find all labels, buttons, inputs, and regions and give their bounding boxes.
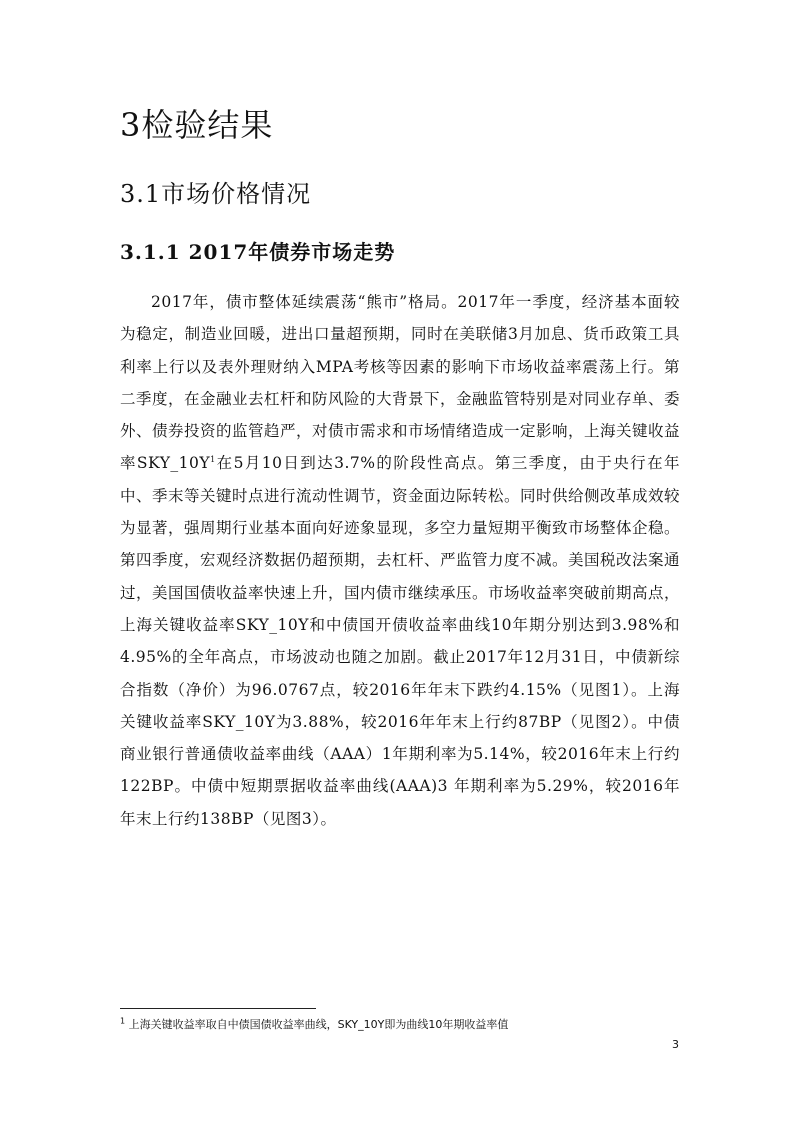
paragraph-text-part1: 2017年，债市整体延续震荡“熊市”格局。2017年一季度，经济基本面较为稳定，制造业回暖，进出口量超预期，同时在美联储3月加息、货币政策工具利率上行以及表外理财纳入MPA考核等因素的影响下市场收益率震荡上行。第二季度，在金融业去杠杆和防风险的大背景下，金融监管特别是对同业存单、委外、债券投资的监管趋严，对债市需求和市场情绪造成一定影响，上海关键收益率SKY_10Y [120,293,681,473]
section-heading-3-1: 3.1市场价格情况 [120,180,312,208]
footnote-marker: 1 [120,1016,126,1026]
footnote [120,1016,700,1032]
paragraph-text-part2: 在5月10日到达3.7%的阶段性高点。第三季度，由于央行在年中、季末等关键时点进行流动性调节，资金面边际转松。同时供给侧改革成效较为显著，强周期行业基本面向好迹象显现，多空力量短期平衡致市场整体企稳。第四季度，宏观经济数据仍超预期，去杠杆、严监管力度不减。美国税改法案通过，美国国债收益率快速上升，国内债市继续承压。市场收益率突破前期高点，上海关键收益率SKY_10Y和中债国开债收益率曲线10年期分别达到3.98%和4.95%的全年高点，市场波动也随之加剧。截止2017年12月31日，中债新综合指数（净价）为96.0767点，较2016年年末下跌约4.15%（见图1）。上海关键收益率SKY_10Y为3.88%，较2016年年末上行约87BP（见图2）。中债商业银行普通债收益率曲线（AAA）1年期利率为5.14%，较2016年末上行约 122BP。中债中短期票据收益率曲线(AAA)3 年期利率为5.29%，较2016年年末上行约138BP（见图3）。 [120,454,681,828]
page-number: 3 [672,1038,679,1051]
footnote-text: 上海关键收益率取自中债国债收益率曲线，SKY_10Y即为曲线10年期收益率值 [125,1018,509,1031]
footnote-reference[interactable]: 1 [210,455,216,465]
section-heading-3: 3检验结果 [120,106,274,144]
section-heading-3-1-1: 3.1.1 2017年债券市场走势 [120,240,396,264]
footnote-divider [120,1008,316,1009]
body-paragraph [120,286,680,835]
